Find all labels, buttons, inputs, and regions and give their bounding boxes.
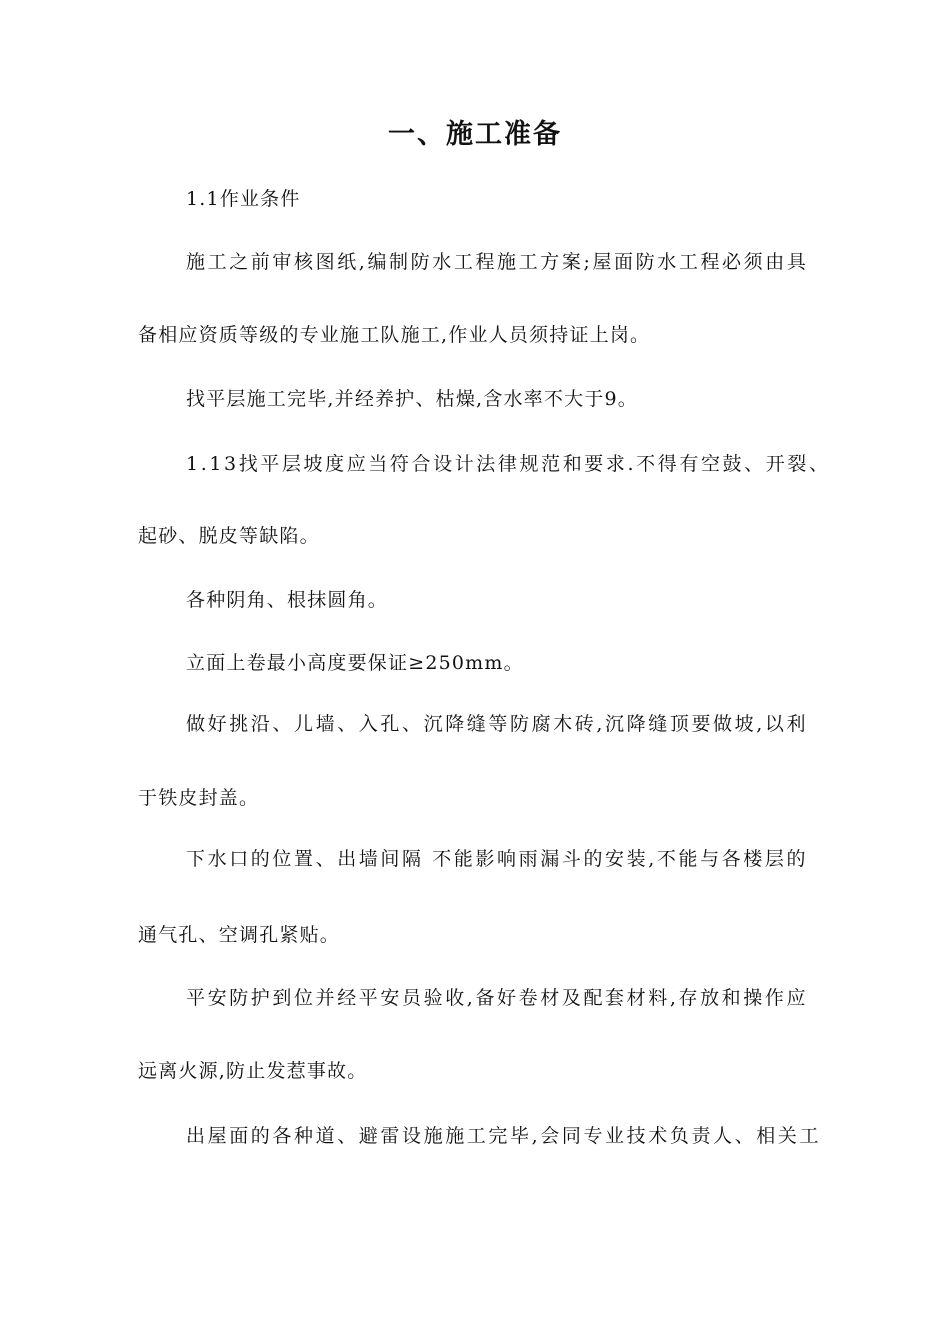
text-line: 施工之前审核图纸,编制防水工程施工方案;屋面防水工程必须由具 xyxy=(186,251,809,273)
text-line: 于铁皮封盖。 xyxy=(138,787,260,809)
text-line: 找平层施工完毕,并经养护、枯燥,含水率不大于9。 xyxy=(186,388,638,410)
text-line: 1.13找平层坡度应当符合设计法律规范和要求.不得有空鼓、开裂、 xyxy=(186,453,831,475)
text-line: 平安防护到位并经平安员验收,备好卷材及配套材料,存放和操作应 xyxy=(186,987,809,1009)
text-line: 各种阴角、根抹圆角。 xyxy=(186,589,389,611)
page-title: 一、施工准备 xyxy=(388,119,562,150)
text-line: 做好挑沿、儿墙、入孔、沉降缝等防腐木砖,沉降缝顶要做坡,以利 xyxy=(186,713,809,735)
text-line: 通气孔、空调孔紧贴。 xyxy=(138,924,341,946)
text-line: 远离火源,防止发惹事故。 xyxy=(138,1060,368,1082)
text-line: 下水口的位置、出墙间隔 不能影响雨漏斗的安装,不能与各楼层的 xyxy=(186,848,809,870)
text-line: 1.1作业条件 xyxy=(186,188,301,210)
text-line: 出屋面的各种道、避雷设施施工完毕,会同专业技术负责人、相关工 xyxy=(186,1125,822,1147)
text-line: 立面上卷最小高度要保证≥250mm。 xyxy=(186,652,524,674)
text-line: 备相应资质等级的专业施工队施工,作业人员须持证上岗。 xyxy=(138,324,651,346)
text-line: 起砂、脱皮等缺陷。 xyxy=(138,525,320,547)
